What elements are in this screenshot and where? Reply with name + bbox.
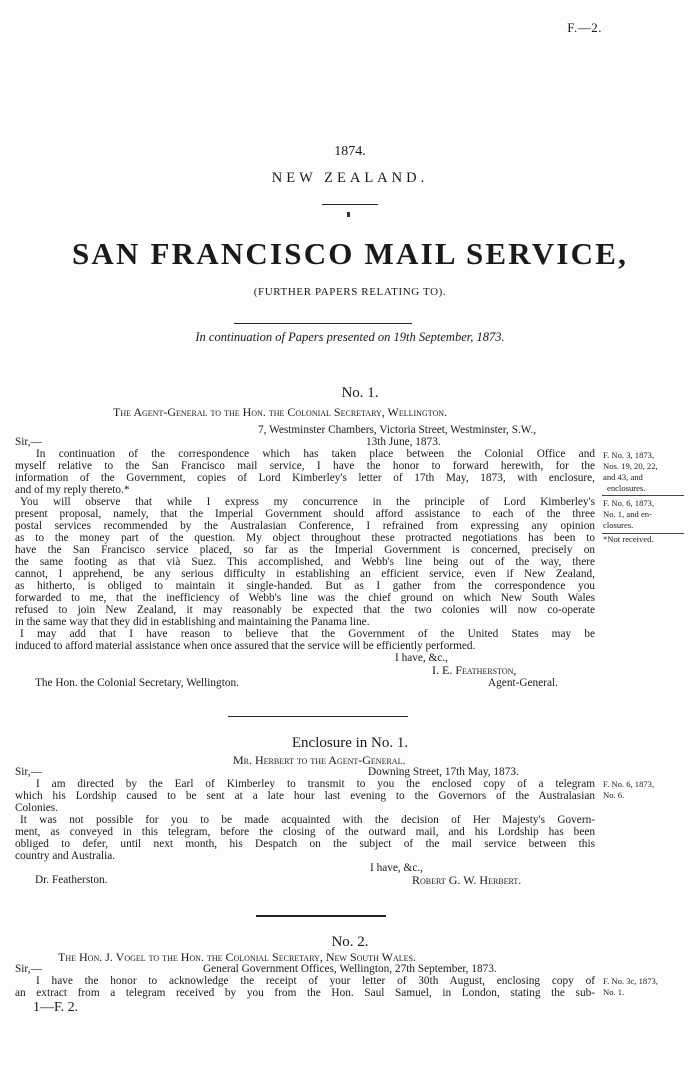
no1-paragraph-line: I may add that I have reason to believe that the Government of the United States may be bbox=[20, 628, 595, 640]
enclosure-heading: Enclosure in No. 1. bbox=[291, 735, 409, 751]
margin-note: No. 1, and en- bbox=[603, 509, 652, 519]
no2-from-to: The Hon. J. Vogel to the Hon. the Colonial Secretary, New South Wales. bbox=[58, 950, 416, 964]
no1-paragraph-line: as to the money part of the question. My object throughout these protracted negotiations has been to bbox=[15, 532, 595, 544]
title-divider bbox=[322, 204, 378, 205]
no1-paragraph-line: myself relative to the San Francisco mail service, I have the honor to forward herewith, for the bbox=[15, 460, 595, 472]
no1-paragraph-line: the same footing as that vià Suez. This accomplished, and Webb's line being out of the way, there bbox=[15, 556, 595, 568]
margin-note: closures. bbox=[603, 520, 634, 530]
no1-paragraph-line: present proposal, namely, that the Imperial Government should afford assistance to each of the three bbox=[15, 508, 595, 520]
margin-note: F. No. 6, 1873, bbox=[603, 498, 655, 508]
no1-paragraph-line: postal services recommended by the Australasian Conference, I refrained from expressing any opinion bbox=[15, 520, 595, 532]
no2-salutation: Sir,— bbox=[15, 963, 42, 975]
country-heading: NEW ZEALAND. bbox=[271, 170, 429, 186]
no1-address: 7, Westminster Chambers, Victoria Street, Westminster, S.W., bbox=[258, 424, 537, 436]
enclosure-paragraph-line: I am directed by the Earl of Kimberley to transmit to you the enclosed copy of a telegram bbox=[36, 778, 595, 790]
no1-paragraph-line: have the San Francisco service placed, so far as the Imperial Government is concerned, precisely on bbox=[15, 544, 595, 556]
margin-note: *Not received. bbox=[603, 534, 654, 544]
no1-paragraph-line: cannot, I apprehend, be any serious difficulty in establishing an efficient service, even if New Zealand, bbox=[15, 568, 595, 580]
year: 1874. bbox=[334, 144, 366, 159]
margin-rule bbox=[602, 495, 684, 496]
margin-note: and 43, and bbox=[603, 472, 643, 482]
signature-mark: 1—F. 2. bbox=[33, 1000, 79, 1015]
enclosure-closing: I have, &c., bbox=[370, 862, 424, 874]
section-heading-no1: No. 1. bbox=[341, 385, 379, 401]
no1-paragraph-line: forwarded to me, that the inefficiency of Webb's line was the chief ground on which New South Wales bbox=[15, 592, 595, 604]
no2-paragraph-line: an extract from a telegram received by you from the Hon. Saul Samuel, in London, stating the sub- bbox=[15, 987, 595, 999]
margin-note: Nos. 19, 20, 22, bbox=[603, 461, 658, 471]
no1-closing: I have, &c., bbox=[395, 652, 449, 664]
no1-paragraph-line: refused to join New Zealand, it may reasonably be expected that the two colonies will now co-operate bbox=[15, 604, 595, 616]
no2-address: General Government Offices, Wellington, 27th September, 1873. bbox=[203, 963, 497, 975]
enclosure-date: Downing Street, 17th May, 1873. bbox=[368, 766, 519, 778]
section-heading-no2: No. 2. bbox=[331, 934, 369, 950]
enclosure-signature: Robert G. W. Herbert. bbox=[412, 873, 522, 887]
no1-paragraph-line: information of the Government, copies of Lord Kimberley's letter of 17th May, 1873, with enclosure, bbox=[15, 472, 595, 484]
section-divider bbox=[228, 716, 408, 717]
enclosure-from-to: Mr. Herbert to the Agent-General. bbox=[233, 753, 406, 767]
subtitle-divider bbox=[234, 323, 412, 324]
margin-note: No. 1. bbox=[603, 987, 625, 997]
enclosure-paragraph-line: which his Lordship caused to be sent at a late hour last evening to the Governors of the Australasian bbox=[15, 790, 595, 802]
no1-signatory-title: Agent-General. bbox=[488, 677, 558, 689]
document-title: SAN FRANCISCO MAIL SERVICE, bbox=[71, 236, 629, 271]
margin-note: F. No. 6, 1873, bbox=[603, 779, 655, 789]
no1-salutation: Sir,— bbox=[15, 436, 42, 448]
no1-paragraph-line: and of my reply thereto.* bbox=[15, 484, 130, 496]
margin-note: F. No. 3c, 1873, bbox=[603, 976, 658, 986]
enclosure-paragraph-line: ment, as conveyed in this telegram, before the closing of the outward mail, and his Lordship has been bbox=[15, 826, 595, 838]
document-subtitle: (FURTHER PAPERS RELATING TO). bbox=[253, 286, 447, 298]
no1-date: 13th June, 1873. bbox=[366, 436, 441, 448]
no1-signature: I. E. Featherston, bbox=[432, 663, 517, 677]
no1-paragraph-line: You will observe that while I express my concurrence in the principle of Lord Kimberley's bbox=[20, 496, 595, 508]
no1-paragraph-line: in the same way that they did in establishing and maintaining the Panama line. bbox=[15, 616, 370, 628]
no2-paragraph-line: I have the honor to acknowledge the receipt of your letter of 30th August, enclosing copy of bbox=[36, 975, 595, 987]
ornament-dot bbox=[347, 212, 350, 217]
enclosure-paragraph-line: obliged to defer, until next month, his Despatch on the subject of the mail service between this bbox=[15, 838, 595, 850]
enclosure-paragraph-line: Colonies. bbox=[15, 802, 58, 814]
enclosure-addressee: Dr. Featherston. bbox=[35, 874, 108, 886]
margin-note: enclosures. bbox=[607, 483, 646, 493]
page-reference: F.—2. bbox=[567, 20, 602, 35]
enclosure-paragraph-line: It was not possible for you to be made acquainted with the decision of Her Majesty's Govern- bbox=[20, 814, 595, 826]
enclosure-salutation: Sir,— bbox=[15, 766, 42, 778]
section-divider bbox=[256, 915, 386, 917]
enclosure-paragraph-line: country and Australia. bbox=[15, 850, 116, 862]
no1-paragraph-line: In continuation of the correspondence which has taken place between the Colonial Office and bbox=[36, 448, 595, 460]
margin-note: F. No. 3, 1873, bbox=[603, 450, 655, 460]
margin-note: No. 6. bbox=[603, 790, 625, 800]
no1-from-to: The Agent-General to the Hon. the Colonial Secretary, Wellington. bbox=[113, 405, 448, 419]
no1-paragraph-line: as hitherto, is obliged to maintain it single-handed. But as I gather from the correspondence you bbox=[15, 580, 595, 592]
no1-paragraph-line: induced to afford material assistance when once assured that the service will be efficiently performed. bbox=[15, 640, 476, 652]
continuation-note: In continuation of Papers presented on 19th September, 1873. bbox=[195, 330, 505, 344]
no1-addressee: The Hon. the Colonial Secretary, Wellington. bbox=[35, 677, 239, 689]
